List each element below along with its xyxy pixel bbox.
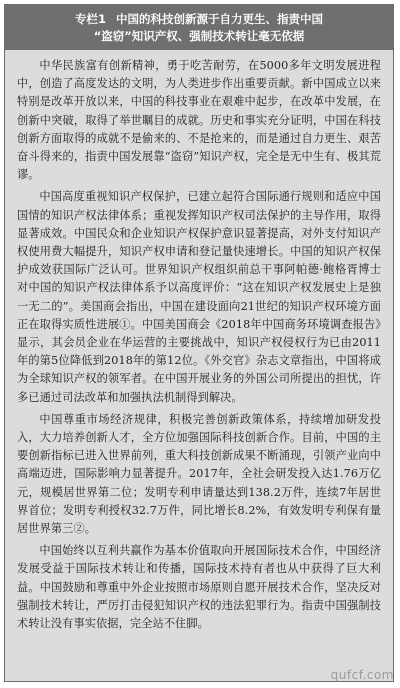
column-title-line-2: “盗窃”知识产权、强制技术转让毫无依据 xyxy=(93,29,305,43)
header-line-1 xyxy=(15,11,383,28)
paragraph: 中国高度重视知识产权保护，已建立起符合国际通行规则和适应中国国情的知识产权法律体系；重视发挥知识产权司法保护的主导作用，取得显著成效。中国民众和企业知识产权保护意识显著提高，对外支付知识产权使用费大幅提升，知识产权申请和登记量快速增长。中国的知识产权保护成效获国际广泛认可。世界知识产权组织前总干事阿帕德·鲍格胥博士对中国的知识产权法律体系予以高度评价：“这在知识产权发展史上是独一无二的”。美国商会指出，中国在建设面向21世纪的知识产权环境方面正在取得实质性进展①。中国美国商会《2018年中国商务环境调查报告》显示，其会员企业在华运营的主要挑战中，知识产权侵权行为已由2011年的第5位降低到2018年的第12位。《外交官》杂志文章指出，中国将成为全球知识产权的领军者。在中国开展业务的外国公司所提出的担忧，许多已通过司法改革和加强执法机制得到解决。 xyxy=(17,190,381,404)
column-header xyxy=(5,5,393,50)
column-tag: 专栏1 xyxy=(74,12,106,26)
column-box xyxy=(4,4,394,682)
paragraph: 中国始终以互利共赢作为基本价值取向开展国际技术合作，中国经济发展受益于国际技术转让和传播，国际技术持有者也从中获得了巨大利益。中国鼓励和尊重中外企业按照市场原则自愿开展技术合作，坚决反对强制技术转让，严厉打击侵犯知识产权的违法犯罪行为。指责中国强制技术转让没有事实依据，完全站不住脚。 xyxy=(17,544,381,631)
paragraph: 中华民族富有创新精神，勇于吃苦耐劳，在5000多年文明发展进程中，创造了高度发达的文明，为人类进步作出重要贡献。新中国成立以来特别是改革开放以来，中国的科技事业在艰难中起步，在改革中发展，在创新中突破，取得了举世瞩目的成就。历史和事实充分证明，中国在科技创新方面取得的成就不是偷来的、不是抢来的，而是通过自力更生、艰苦奋斗得来的，指责中国发展靠“盗窃”知识产权，完全是无中生有、极其荒谬。 xyxy=(17,59,381,182)
column-body xyxy=(5,50,393,641)
column-title-line-1: 中国的科技创新源于自力更生、指责中国 xyxy=(116,12,323,26)
watermark: qufcf.com xyxy=(330,668,394,682)
paragraph: 中国尊重市场经济规律，积极完善创新政策体系，持续增加研发投入，大力培养创新人才，全方位加强国际科技创新合作。目前，中国的主要创新指标已进入世界前列，重大科技创新成果不断涌现，引领产业向中高端迈进，国际影响力显著提升。2017年，全社会研发投入达1.76万亿元，规模居世界第二位；发明专利申请量达到138.2万件，连续7年居世界首位；发明专利授权32.7万件，同比增长8.2%，有效发明专利保有量居世界第三②。 xyxy=(17,412,381,536)
